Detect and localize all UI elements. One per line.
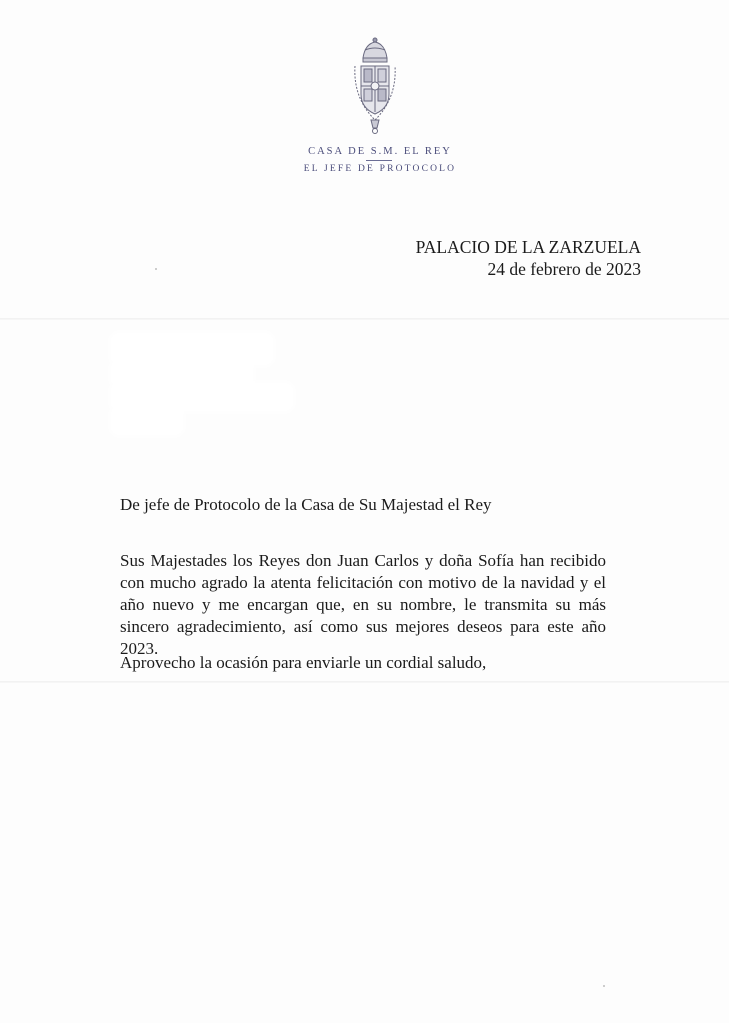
redacted-addressee bbox=[112, 362, 252, 386]
redacted-addressee bbox=[112, 408, 182, 434]
letter-body: Sus Majestades los Reyes don Juan Carlos y doña Sofía han recibido con mucho agrado la atenta felicitación con motivo de la navidad y el año nuevo y me encargan que, en su nombre, le transmita su más sincero agradecimiento, así como sus mejores deseos para este año 2023. bbox=[120, 551, 606, 658]
paper-speck bbox=[603, 985, 605, 987]
closing-line: Aprovecho la ocasión para enviarle un cordial saludo, bbox=[120, 653, 487, 672]
salutation: De jefe de Protocolo de la Casa de Su Majestad el Rey bbox=[120, 495, 492, 514]
dateline bbox=[416, 236, 641, 280]
paper-fold bbox=[0, 681, 729, 683]
letterhead-title: CASA DE S.M. EL REY bbox=[308, 146, 452, 157]
dateline-place: PALACIO DE LA ZARZUELA bbox=[415, 237, 641, 257]
royal-coat-of-arms-icon bbox=[345, 36, 405, 136]
letterhead-subtitle: EL JEFE DE PROTOCOLO bbox=[303, 164, 457, 174]
letterhead-divider bbox=[366, 160, 392, 161]
dateline-date: 24 de febrero de 2023 bbox=[487, 259, 641, 279]
redacted-addressee bbox=[112, 334, 272, 364]
paper-speck bbox=[155, 268, 157, 270]
paper-fold bbox=[0, 318, 729, 320]
redacted-addressee bbox=[112, 384, 292, 410]
